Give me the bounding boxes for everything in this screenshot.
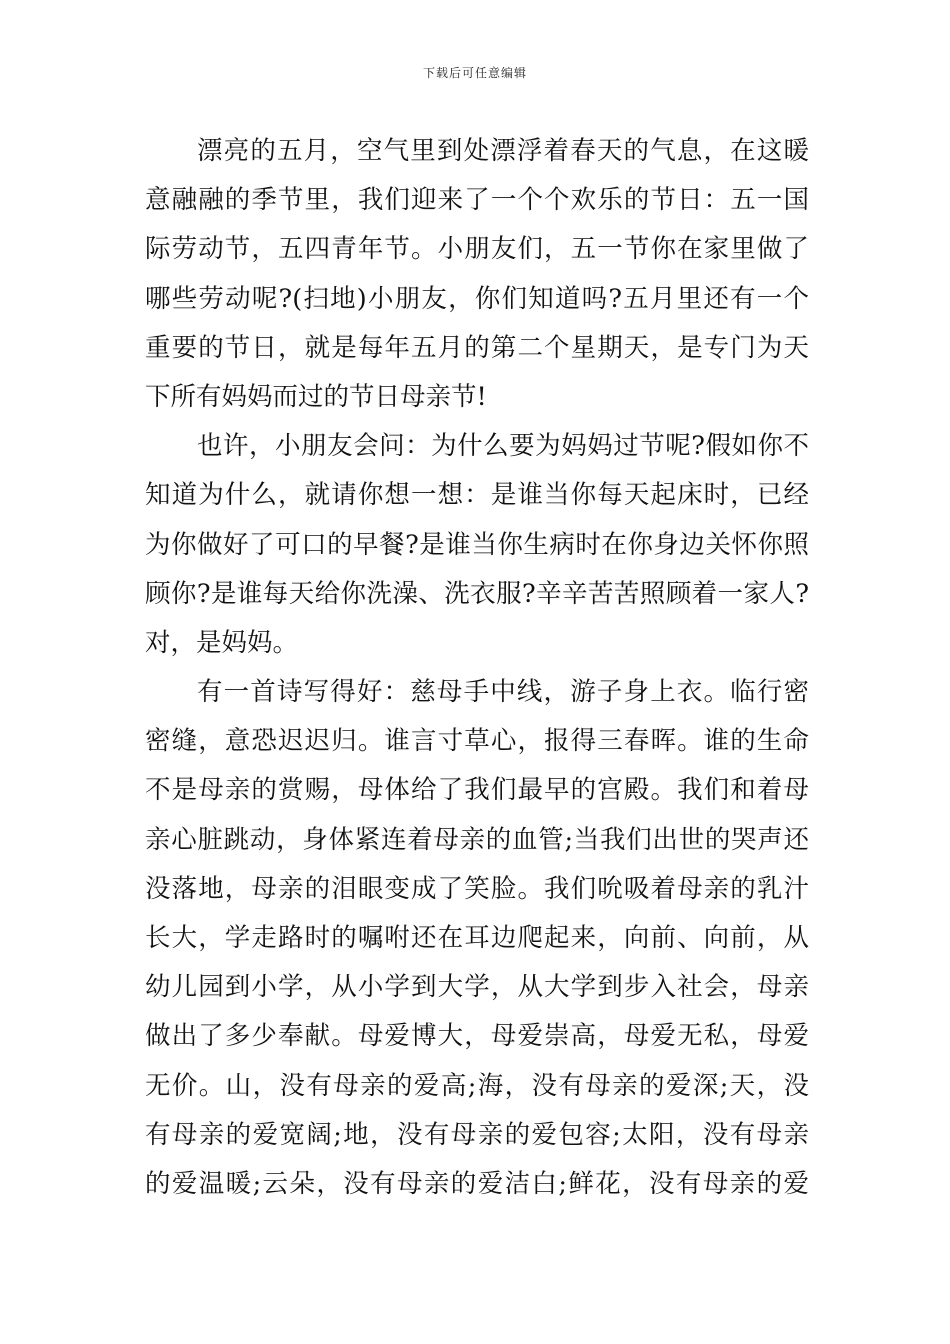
- text-line: 意融融的季节里，我们迎来了一个个欢乐的节日：五一国: [145, 185, 809, 216]
- paragraph-1: [145, 127, 809, 422]
- header-note: 下载后可任意编辑: [422, 66, 527, 80]
- text-line: 际劳动节，五四青年节。小朋友们，五一节你在家里做了: [145, 234, 809, 265]
- document-body: [145, 127, 809, 1209]
- text-line: 无价。山，没有母亲的爱高;海，没有母亲的爱深;天，没: [145, 1070, 809, 1101]
- text-line: 有一首诗写得好：慈母手中线，游子身上衣。临行密: [197, 677, 809, 708]
- text-line: 漂亮的五月，空气里到处漂浮着春天的气息，在这暖: [197, 136, 809, 166]
- text-line: 下所有妈妈而过的节日母亲节!: [145, 381, 487, 412]
- text-line: 做出了多少奉献。母爱博大，母爱崇高，母爱无私，母爱: [145, 1021, 809, 1052]
- text-line: 没落地，母亲的泪眼变成了笑脸。我们吮吸着母亲的乳汁: [145, 873, 809, 904]
- text-line: 有母亲的爱宽阔;地，没有母亲的爱包容;太阳，没有母亲: [145, 1119, 809, 1150]
- text-line: 密缝，意恐迟迟归。谁言寸草心，报得三春晖。谁的生命: [145, 726, 809, 757]
- text-line: 为你做好了可口的早餐?是谁当你生病时在你身边关怀你照: [145, 529, 809, 560]
- text-line: 哪些劳动呢?(扫地)小朋友，你们知道吗?五月里还有一个: [145, 283, 809, 314]
- text-line: 重要的节日，就是每年五月的第二个星期天，是专门为天: [145, 332, 809, 363]
- text-line: 的爱温暖;云朵，没有母亲的爱洁白;鲜花，没有母亲的爱: [145, 1168, 809, 1199]
- text-line: 也许，小朋友会问：为什么要为妈妈过节呢?假如你不: [197, 431, 809, 462]
- text-line: 知道为什么，就请你想一想：是谁当你每天起床时，已经: [145, 480, 809, 511]
- text-line: 不是母亲的赏赐，母体给了我们最早的宫殿。我们和着母: [145, 775, 809, 806]
- text-line: 亲心脏跳动，身体紧连着母亲的血管;当我们出世的哭声还: [145, 824, 809, 855]
- paragraph-3: [145, 668, 809, 1209]
- text-line: 对，是妈妈。: [145, 627, 299, 658]
- text-line: 长大，学走路时的嘱咐还在耳边爬起来，向前、向前，从: [145, 923, 809, 953]
- text-line: 顾你?是谁每天给你洗澡、洗衣服?辛辛苦苦照顾着一家人?: [145, 578, 809, 609]
- paragraph-2: [145, 422, 809, 668]
- text-line: 幼儿园到小学，从小学到大学，从大学到步入社会，母亲: [145, 972, 809, 1003]
